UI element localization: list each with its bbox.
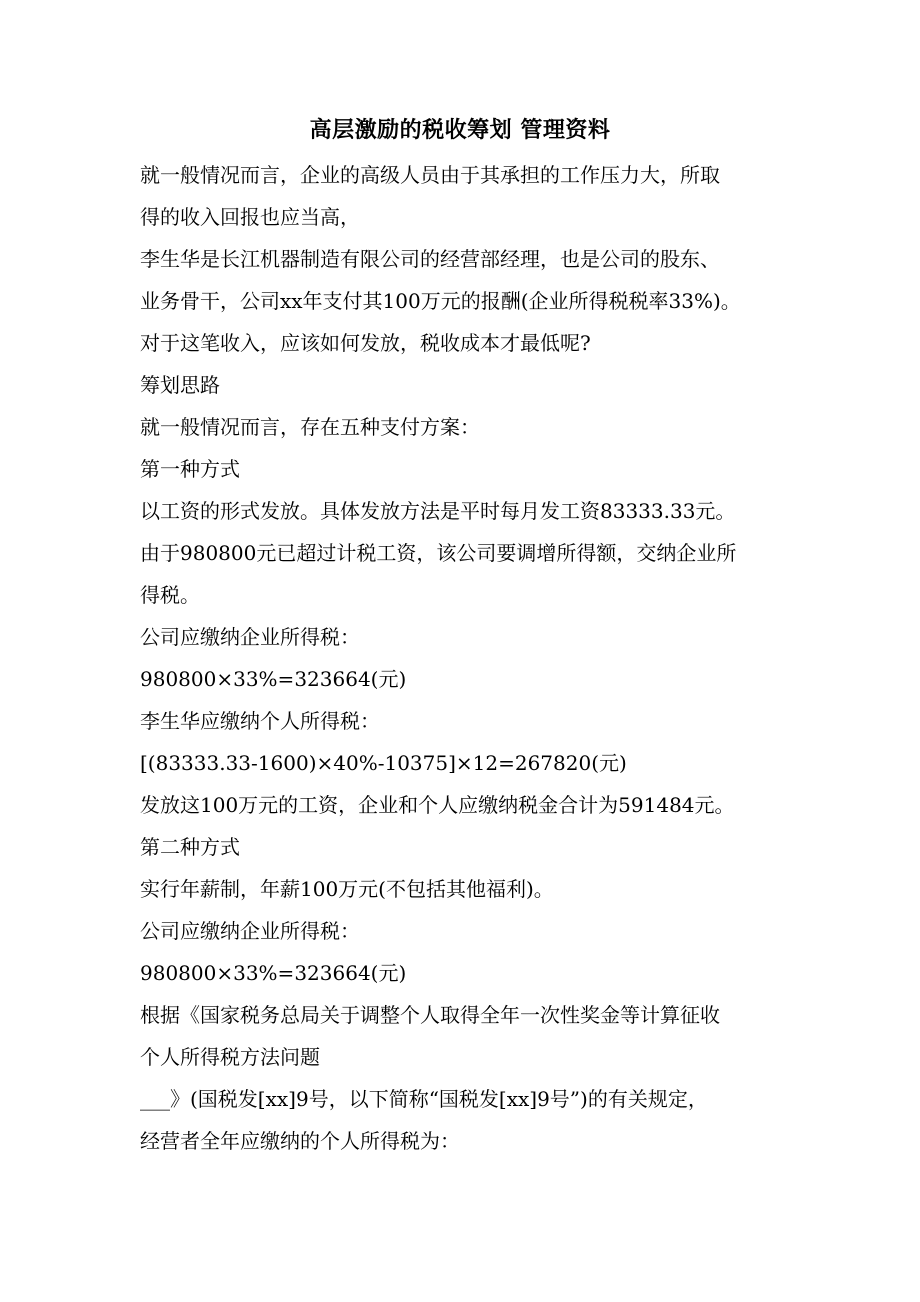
text-line: 公司应缴纳企业所得税：	[140, 625, 360, 649]
text-line: 业务骨干，公司xx年支付其100万元的报酬(企业所得税税率33%)。	[140, 289, 741, 313]
section-heading: 筹划思路	[140, 373, 220, 397]
formula-line: 980800×33%=323664(元)	[140, 667, 407, 691]
formula-line: [(83333.33-1600)×40%-10375]×12=267820(元)	[140, 751, 627, 775]
text-line: 个人所得税方法问题	[140, 1045, 320, 1069]
text-line: ___》(国税发[xx]9号，以下简称“国税发[xx]9号”)的有关规定，	[140, 1087, 708, 1111]
formula-line: 980800×33%=323664(元)	[140, 961, 407, 985]
text-line: 经营者全年应缴纳的个人所得税为：	[140, 1129, 460, 1153]
text-line: 就一般情况而言，企业的高级人员由于其承担的工作压力大，所取	[140, 163, 720, 187]
text-line: 李生华应缴纳个人所得税：	[140, 709, 380, 733]
text-line: 得税。	[140, 583, 200, 607]
text-line: 李生华是长江机器制造有限公司的经营部经理，也是公司的股东、	[140, 247, 720, 271]
text-line: 公司应缴纳企业所得税：	[140, 919, 360, 943]
text-line: 根据《国家税务总局关于调整个人取得全年一次性奖金等计算征收	[140, 1003, 720, 1027]
text-line: 发放这100万元的工资，企业和个人应缴纳税金合计为591484元。	[140, 793, 735, 817]
text-line: 实行年薪制，年薪100万元(不包括其他福利)。	[140, 877, 554, 901]
section-heading: 第二种方式	[140, 835, 240, 859]
document-title: 高层激励的税收筹划 管理资料	[309, 117, 611, 143]
text-line: 得的收入回报也应当高，	[140, 205, 360, 229]
text-line: 对于这笔收入，应该如何发放，税收成本才最低呢?	[140, 331, 591, 355]
text-line: 以工资的形式发放。具体发放方法是平时每月发工资83333.33元。	[140, 499, 736, 523]
section-heading: 第一种方式	[140, 457, 240, 481]
text-line: 就一般情况而言，存在五种支付方案：	[140, 415, 480, 439]
text-line: 由于980800元已超过计税工资，该公司要调增所得额，交纳企业所	[140, 541, 737, 565]
document-body	[140, 154, 780, 1162]
